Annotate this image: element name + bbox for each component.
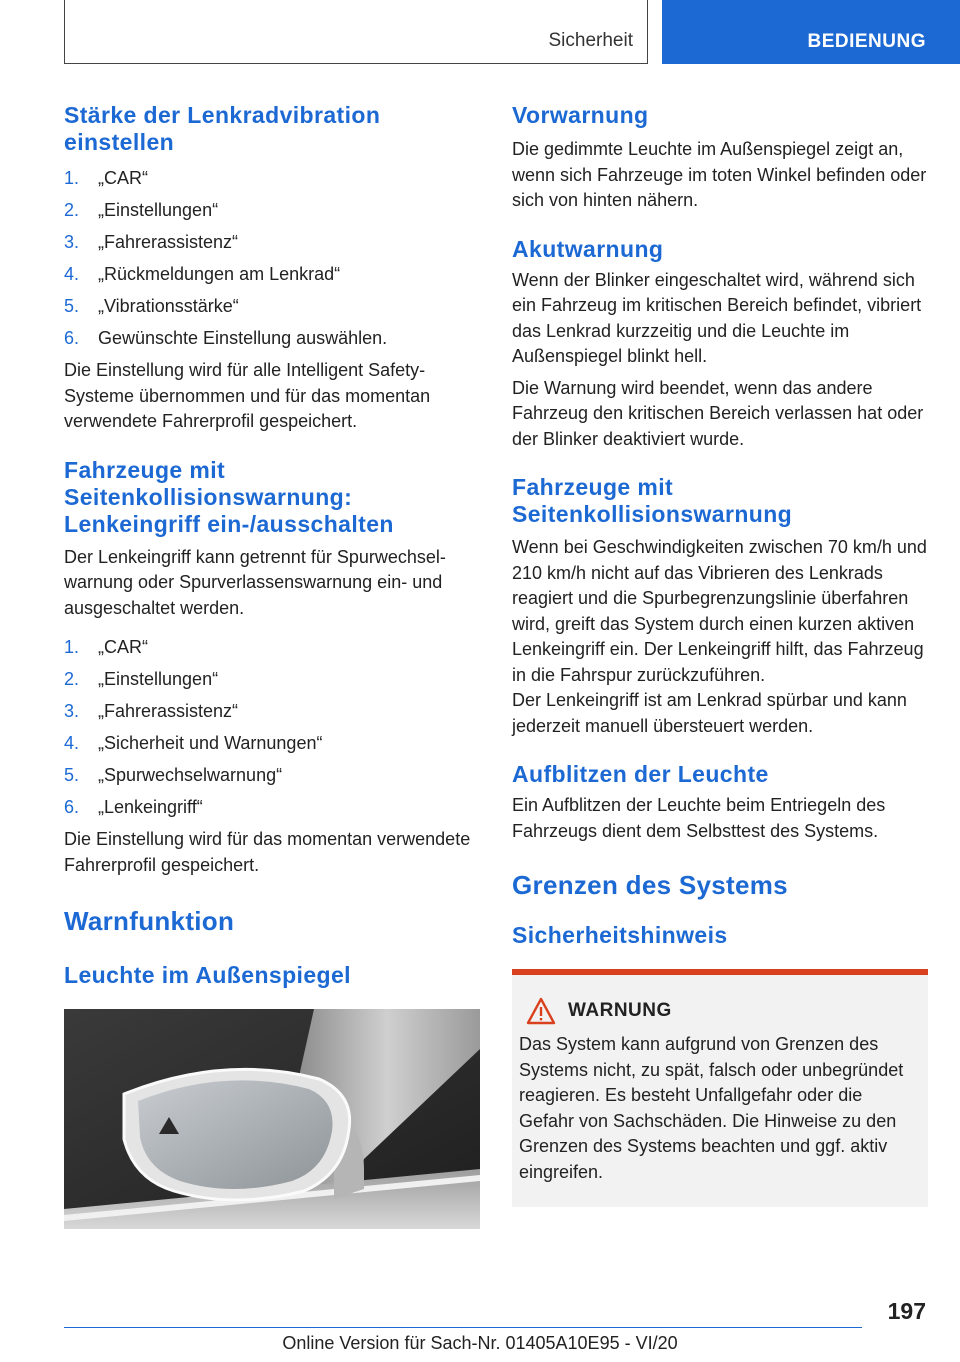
list-item: 4. „Sicherheit und Warnungen“ — [64, 733, 323, 753]
warning-title: WARNUNG — [568, 1000, 672, 1021]
heading-side-collision: Fahrzeuge mit Seitenkollisionswarnung — [512, 474, 793, 527]
steps-list-vibration — [64, 166, 480, 352]
header-section-title: Sicherheit — [548, 30, 633, 51]
right-column — [512, 102, 928, 1207]
paragraph-acute-warning: Wenn der Blinker eingeschaltet wird, während sich ein Fahrzeug im kritischen Bereich befindet, vibriert das Lenkrad kurzzeitig und die Leuchte im Außenspiegel blinkt hell. — [512, 269, 922, 366]
paragraph-settings-saved: Die Einstellung wird für alle Intelligent Safety-Systeme übernommen und für das momentan verwendete Fahrerprofil gespeichert. — [64, 360, 431, 431]
list-item: 5. „Vibrationsstärke“ — [64, 296, 239, 316]
paragraph-profile-saved: Die Einstellung wird für das momentan verwendete Fahrerprofil gespeichert. — [64, 829, 471, 875]
list-item: 2. „Einstellungen“ — [64, 200, 219, 220]
heading-system-limits: Grenzen des Systems — [512, 870, 788, 900]
warning-triangle-icon — [526, 997, 556, 1025]
paragraph-pre-warning: Die gedimmte Leuchte im Außenspiegel zeigt an, wenn sich Fahrzeuge im toten Winkel befinden oder sich von hinten nähern. — [512, 139, 927, 210]
heading-light-flash: Aufblitzen der Leuchte — [512, 761, 769, 787]
header-chapter-label: BEDIENUNG — [807, 31, 926, 52]
header-chapter-tab — [662, 0, 960, 64]
paragraph-side-collision: Wenn bei Geschwindigkeiten zwischen 70 km/h und 210 km/h nicht auf das Vibrieren des Lenkrads reagiert und die Spurbegrenzungslinie überfahren wird, greift das System durch einen kurzen aktiven Lenkeingriff ein. Der Lenkeingriff hilft, das Fahrzeug in die Fahrspur zurückzuführen. — [512, 537, 927, 685]
paragraph-warning-ends: Die Warnung wird beendet, wenn das andere Fahrzeug den kritischen Bereich verlassen hat oder der Blinker deaktiviert wurde. — [512, 377, 924, 449]
paragraph-light-flash: Ein Aufblitzen der Leuchte beim Entriegeln des Fahrzeugs dient dem Selbsttest des Systems. — [512, 795, 886, 841]
list-item: 5. „Spurwechselwarnung“ — [64, 765, 283, 785]
list-item: 1. „CAR“ — [64, 637, 148, 657]
header-section-box — [64, 0, 648, 64]
list-item: 2. „Einstellungen“ — [64, 669, 219, 689]
heading-warning-function: Warnfunktion — [64, 906, 235, 936]
side-mirror-illustration — [64, 1009, 480, 1229]
mirror-photo — [64, 1009, 480, 1229]
list-item: 1. „CAR“ — [64, 168, 148, 188]
paragraph-override: Der Lenkeingriff ist am Lenkrad spürbar und kann jederzeit manuell übersteuert werden. — [512, 690, 907, 736]
warning-text: Das System kann aufgrund von Grenzen des Systems nicht, zu spät, falsch oder unbegründet reagieren. Es besteht Unfallgefahr oder die Gefahr von Sachschäden. Die Hinweise zu den Grenzen des Systems beachten und ggf. aktiv eingreifen. — [519, 1034, 904, 1182]
heading-pre-warning: Vorwarnung — [512, 102, 649, 128]
footer-version-text: Online Version für Sach-Nr. 01405A10E95 - VI/20 — [282, 1333, 678, 1353]
heading-acute-warning: Akutwarnung — [512, 235, 664, 262]
heading-steering-intervention: Fahrzeuge mit Seitenkollisionswarnung: Lenkeingriff ein-/ausschalten — [64, 456, 394, 537]
list-item: 3. „Fahrerassistenz“ — [64, 232, 239, 252]
left-column — [64, 102, 480, 1229]
list-item: 6. Gewünschte Einstellung auswählen. — [64, 328, 388, 348]
list-item: 4. „Rückmeldungen am Lenkrad“ — [64, 264, 341, 284]
list-item: 3. „Fahrerassistenz“ — [64, 701, 239, 721]
heading-vibration-strength: Stärke der Lenkradvibration einstellen — [64, 102, 381, 155]
paragraph-steering-intervention: Der Lenkeingriff kann getrennt für Spurwechselwarnung oder Spurverlassenswarnung ein- und ausgeschaltet werden. — [64, 546, 446, 618]
heading-mirror-light: Leuchte im Außenspiegel — [64, 962, 351, 988]
list-item: 6. „Lenkeingriff“ — [64, 797, 203, 817]
heading-safety-note: Sicherheitshinweis — [512, 922, 728, 948]
warning-header — [519, 997, 918, 1025]
warning-box — [512, 969, 928, 1207]
page-number: 197 — [887, 1298, 926, 1324]
steps-list-steering — [64, 635, 480, 821]
footer-divider — [64, 1327, 862, 1328]
